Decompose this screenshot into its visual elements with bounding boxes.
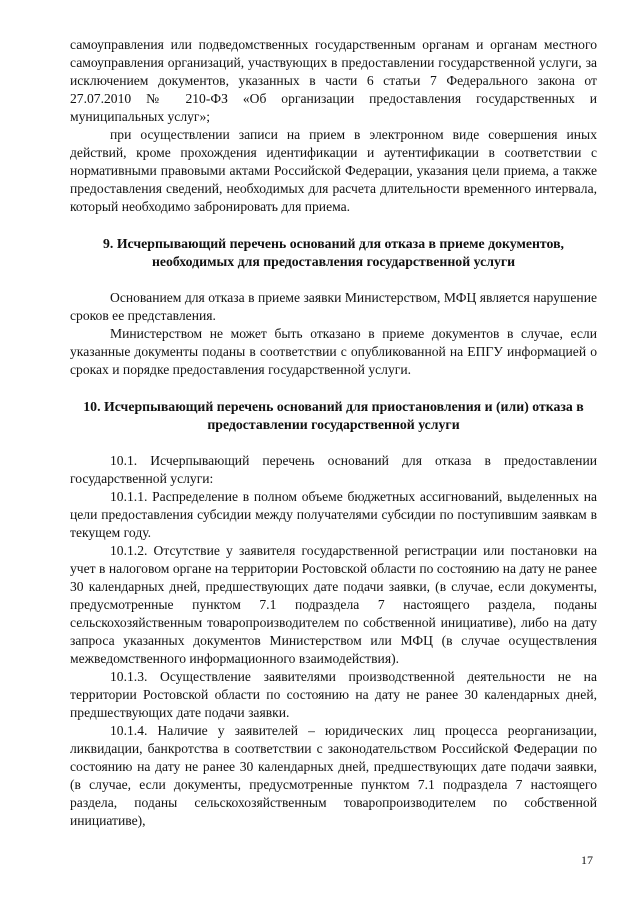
paragraph: при осуществлении записи на прием в электронном виде совершения иных действий, кроме прохождения идентификации и аутентификации в соответствии с нормативными правовыми актами Российской Федерации, указания цели приема, а также предоставления сведений, необходимых для расчета длительности временного интервала, который необходимо забронировать для приема. — [70, 127, 597, 214]
section-10-heading: 10. Исчерпывающий перечень оснований для приостановления и (или) отказа в предоставлении государственной услуги — [83, 399, 584, 432]
paragraph: самоуправления или подведомственных государственным органам и органам местного самоуправления организаций, участвующих в предоставлении государственной услуги, за исключением документов, указанных в части 6 статьи 7 Федерального закона от 27.07.2010 № 210-ФЗ «Об организации предоставления государственных и муниципальных услуг»; — [70, 37, 597, 124]
paragraph: 10.1. Исчерпывающий перечень оснований для отказа в предоставлении государственной услуги: — [70, 453, 597, 486]
paragraph: 10.1.2. Отсутствие у заявителя государственной регистрации или постановки на учет в налоговом органе на территории Ростовской области по состоянию на дату не ранее 30 календарных дней, предшествующих дате подачи заявки, (в случае, если документы, предусмотренные пунктом 7.1 подраздела 7 настоящего раздела, поданы сельскохозяйственным товаропроизводителем по собственной инициативе), либо на дату запроса указанных документов Министерством или МФЦ (в случае осуществления межведомственного информационного взаимодействия). — [70, 543, 597, 666]
paragraph: Министерством не может быть отказано в приеме документов в случае, если указанные документы поданы в соответствии с опубликованной на ЕПГУ информацией о сроках и порядке предоставления государственной услуги. — [70, 326, 597, 377]
paragraph: 10.1.1. Распределение в полном объеме бюджетных ассигнований, выделенных на цели предоставления субсидии между получателями субсидии по поступившим заявкам в текущем году. — [70, 489, 597, 540]
paragraph: Основанием для отказа в приеме заявки Министерством, МФЦ является нарушение сроков ее представления. — [70, 290, 597, 323]
section-9-heading: 9. Исчерпывающий перечень оснований для отказа в приеме документов, необходимых для предоставления государственной услуги — [103, 236, 564, 269]
page-number: 17 — [581, 853, 593, 867]
paragraph: 10.1.3. Осуществление заявителями производственной деятельности не на территории Ростовской области по состоянию на дату не ранее 30 календарных дней, предшествующих дате подачи заявки. — [70, 669, 597, 720]
paragraph: 10.1.4. Наличие у заявителей – юридических лиц процесса реорганизации, ликвидации, банкротства в соответствии с законодательством Российской Федерации по состоянию на дату не ранее 30 календарных дней, предшествующих дате подачи заявки, (в случае, если документы, предусмотренные пунктом 7.1 подраздела 7 настоящего раздела, поданы сельскохозяйственным товаропроизводителем по собственной инициативе), — [70, 723, 597, 828]
document-page — [70, 36, 597, 830]
